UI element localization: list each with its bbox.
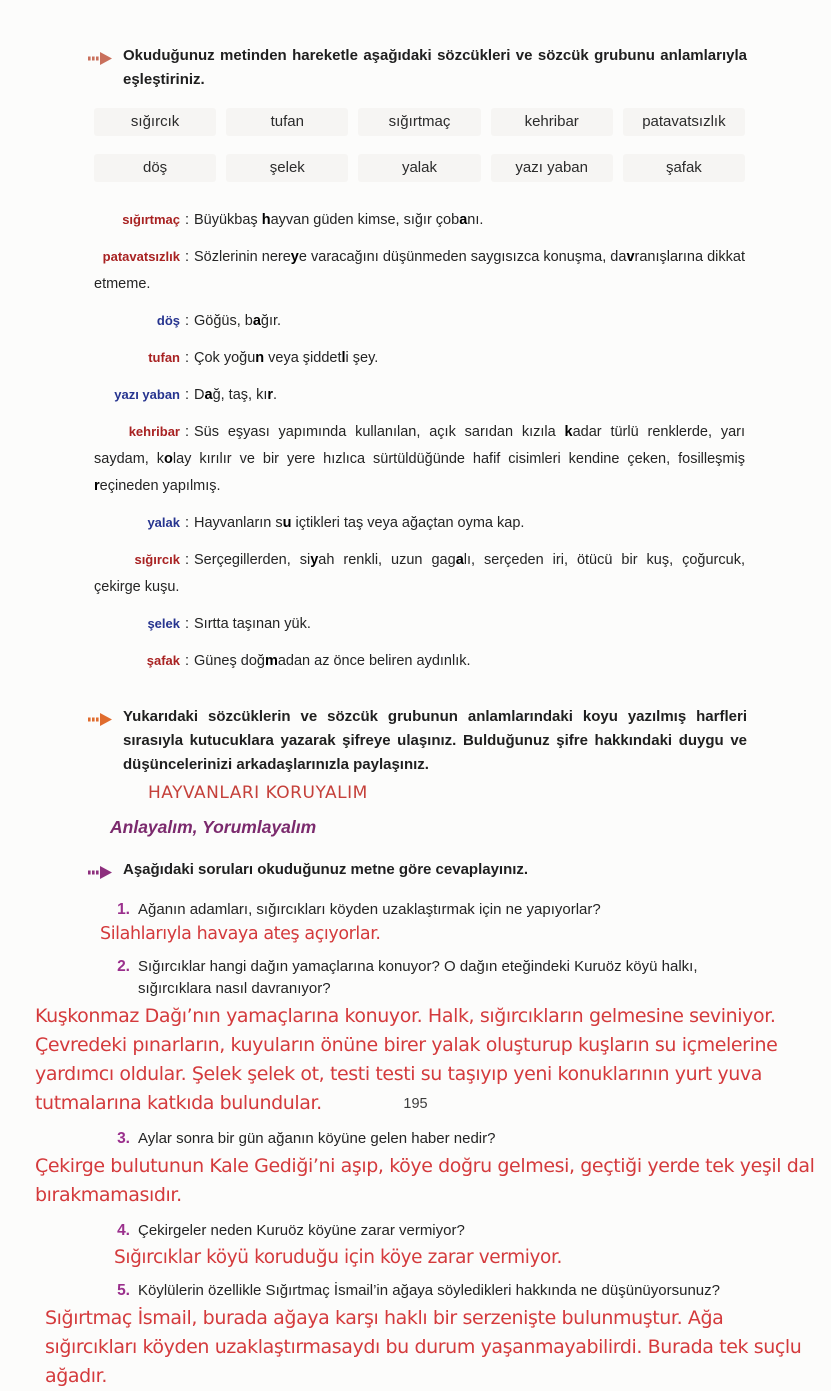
page-number: 195	[403, 1096, 428, 1112]
definition-text: içtikleri taş veya ağaçtan oyma kap.	[291, 515, 525, 531]
definition-row	[94, 243, 745, 298]
question-row	[110, 1128, 747, 1150]
question-number: 3.	[117, 1130, 130, 1147]
cipher-bold-letter: o	[164, 451, 173, 467]
definition-row	[94, 418, 745, 500]
answer-text: Çekirge bulutunun Kale Gediği’ni aşıp, köye doğru gelmesi, geçtiği yerde tek yeşil dal bırakmamasıdır.	[35, 1155, 815, 1206]
definition-text: e varacağını düşünmeden saygısızca konuşma, da	[298, 249, 627, 265]
cipher-bold-letter: m	[264, 653, 278, 669]
arrow-icon	[88, 863, 112, 887]
question-text: Ağanın adamları, sığırcıkları köyden uzaklaştırmak için ne yapıyorlar?	[138, 901, 601, 918]
definition-text: i şey.	[345, 350, 379, 366]
definition-text: nı.	[467, 212, 484, 228]
definition-colon: :	[184, 515, 190, 531]
definition-row	[94, 344, 745, 372]
cipher-bold-letter: r	[267, 387, 274, 403]
definition-term: patavatsızlık	[102, 249, 180, 264]
question-row	[110, 1220, 747, 1242]
question-row	[110, 1280, 747, 1302]
question-text: Çekirgeler neden Kuruöz köyüne zarar vermiyor?	[138, 1222, 465, 1239]
question-text: Sığırcıklar hangi dağın yamaçlarına konuyor? O dağın eteğindeki Kuruöz köyü halkı, sığırcıklara nasıl davranıyor?	[138, 958, 698, 997]
definition-row	[94, 307, 745, 335]
answer-text: Sığırtmaç İsmail, burada ağaya karşı haklı bir serzenişte bulunmuştur. Ağa sığırcıkları köyden uzaklaştırmasaydı bu durum yaşanmayabilirdi. Burada tek suçlu ağadır.	[45, 1307, 802, 1387]
definition-text: Büyükbaş	[194, 212, 262, 228]
instruction-match-text: Okuduğunuz metinden hareketle aşağıdaki sözcükleri ve sözcük grubunu anlamlarıyla eşleştiriniz.	[123, 47, 747, 88]
cipher-bold-letter: v	[626, 249, 635, 265]
definition-text: Hayvanların s	[194, 515, 283, 531]
definition-row	[94, 647, 745, 675]
cipher-bold-letter: k	[564, 424, 573, 440]
cipher-bold-letter: a	[204, 387, 213, 403]
definition-text: .	[273, 387, 278, 403]
definition-text: Serçegillerden, si	[194, 552, 311, 568]
definition-text: Çok yoğu	[194, 350, 256, 366]
cipher-bold-letter: a	[455, 552, 464, 568]
arrow-icon	[88, 49, 112, 92]
instruction-questions	[88, 858, 747, 887]
definition-text: veya şiddet	[264, 350, 342, 366]
definition-text: ğır.	[260, 313, 282, 329]
arrow-icon	[88, 710, 112, 777]
definition-term: şafak	[146, 653, 180, 668]
definition-colon: :	[184, 424, 190, 440]
definition-text: Sırtta taşınan yük.	[194, 616, 311, 632]
definition-term: sığırcık	[134, 552, 180, 567]
definition-text: adar türlü renklerde, yarı saydam, k	[94, 424, 745, 467]
word-box: sığırcık	[94, 108, 216, 136]
definition-text: ğ, taş, kı	[212, 387, 268, 403]
word-box: yalak	[358, 154, 480, 182]
word-box: şafak	[623, 154, 745, 182]
cipher-bold-letter: r	[94, 478, 100, 494]
definition-term: şelek	[147, 616, 180, 631]
word-box: patavatsızlık	[623, 108, 745, 136]
definition-text: Sözlerinin nere	[194, 249, 291, 265]
word-box: sığırtmaç	[358, 108, 480, 136]
definition-text: Göğüs, b	[194, 313, 253, 329]
definition-row	[94, 610, 745, 638]
definition-colon: :	[184, 313, 190, 329]
definition-term: sığırtmaç	[122, 212, 180, 227]
definition-row	[94, 546, 745, 601]
question-number: 5.	[117, 1282, 130, 1299]
question-row	[110, 899, 747, 921]
definition-colon: :	[184, 249, 190, 265]
definition-row	[94, 509, 745, 537]
cipher-bold-letter: y	[290, 249, 299, 265]
instruction-cipher	[88, 705, 747, 777]
definition-text: eçineden yapılmış.	[99, 478, 221, 494]
cipher-bold-letter: a	[459, 212, 468, 228]
cipher-bold-letter: a	[252, 313, 261, 329]
instruction-match	[88, 44, 747, 92]
definition-text: adan az önce beliren aydınlık.	[277, 653, 471, 669]
word-box: yazı yaban	[491, 154, 613, 182]
answer-text: Silahlarıyla havaya ateş açıyorlar.	[100, 924, 381, 944]
question-text: Aylar sonra bir gün ağanın köyüne gelen haber nedir?	[138, 1130, 496, 1147]
definition-text: lay kırılır ve bir yere hızlıca sürtüldüğünde hafif cisimleri kendine çeken, fosilleşmiş	[172, 451, 745, 467]
definition-text: lı, serçeden iri, ötücü bir kuş, çoğurcuk, çekirge kuşu.	[94, 552, 745, 595]
definition-colon: :	[184, 387, 190, 403]
word-box: şelek	[226, 154, 348, 182]
definition-colon: :	[184, 212, 190, 228]
definition-text: ah renkli, uzun gag	[318, 552, 456, 568]
definition-row	[94, 381, 745, 409]
definition-row	[94, 206, 745, 234]
question-number: 4.	[117, 1222, 130, 1239]
definition-term: yazı yaban	[114, 387, 180, 402]
definition-text: ayvan güden kimse, sığır çob	[270, 212, 460, 228]
cipher-bold-letter: h	[261, 212, 271, 228]
definition-term: tufan	[148, 350, 180, 365]
word-box: tufan	[226, 108, 348, 136]
cipher-bold-letter: l	[341, 350, 346, 366]
definition-text: D	[194, 387, 205, 403]
section-heading: Anlayalım, Yorumlayalım	[110, 817, 317, 837]
definitions-list	[94, 206, 745, 675]
definition-term: döş	[156, 313, 180, 328]
answer-text: Sığırcıklar köyü koruduğu için köye zarar vermiyor.	[114, 1247, 562, 1268]
definition-text: Güneş doğ	[194, 653, 265, 669]
instruction-questions-text: Aşağıdaki soruları okuduğunuz metne göre cevaplayınız.	[123, 861, 529, 878]
cipher-bold-letter: n	[255, 350, 265, 366]
definition-term: kehribar	[128, 424, 180, 439]
word-box-grid	[94, 108, 745, 182]
question-text: Köylülerin özellikle Sığırtmaç İsmail’in ağaya söyledikleri hakkında ne düşünüyorsunuz?	[138, 1282, 720, 1299]
word-box: kehribar	[491, 108, 613, 136]
cipher-bold-letter: y	[310, 552, 319, 568]
definition-colon: :	[184, 552, 190, 568]
definition-colon: :	[184, 616, 190, 632]
definition-colon: :	[184, 350, 190, 366]
question-number: 2.	[117, 958, 130, 975]
cipher-answer-text: HAYVANLARI KORUYALIM	[148, 783, 368, 803]
question-number: 1.	[117, 901, 130, 918]
question-answer-list	[35, 899, 815, 1391]
question-row	[110, 956, 747, 1000]
definition-text: ranışlarına dikkat etmeme.	[94, 249, 745, 292]
cipher-bold-letter: u	[282, 515, 292, 531]
definition-text: Süs eşyası yapımında kullanılan, açık sarıdan kızıla	[194, 424, 565, 440]
definition-term: yalak	[147, 515, 180, 530]
definition-colon: :	[184, 653, 190, 669]
answer-text: Kuşkonmaz Dağı’nın yamaçlarına konuyor. Halk, sığırcıkların gelmesine seviniyor. Çevredeki pınarların, kuyuların önüne birer yalak oluşturup kuşların su içmelerine yardımcı oldular. Şelek şelek ot, testi testi su taşıyıp yeni konuklarının yurt yuva tutmalarına katkıda bulundular.	[35, 1005, 778, 1114]
word-box: döş	[94, 154, 216, 182]
instruction-cipher-text: Yukarıdaki sözcüklerin ve sözcük grubunun anlamlarındaki koyu yazılmış harfleri sırasıyla kutucuklara yazarak şifreye ulaşınız. Bulduğunuz şifre hakkındaki duygu ve düşüncelerinizi arkadaşlarınızla paylaşınız.	[123, 708, 747, 773]
